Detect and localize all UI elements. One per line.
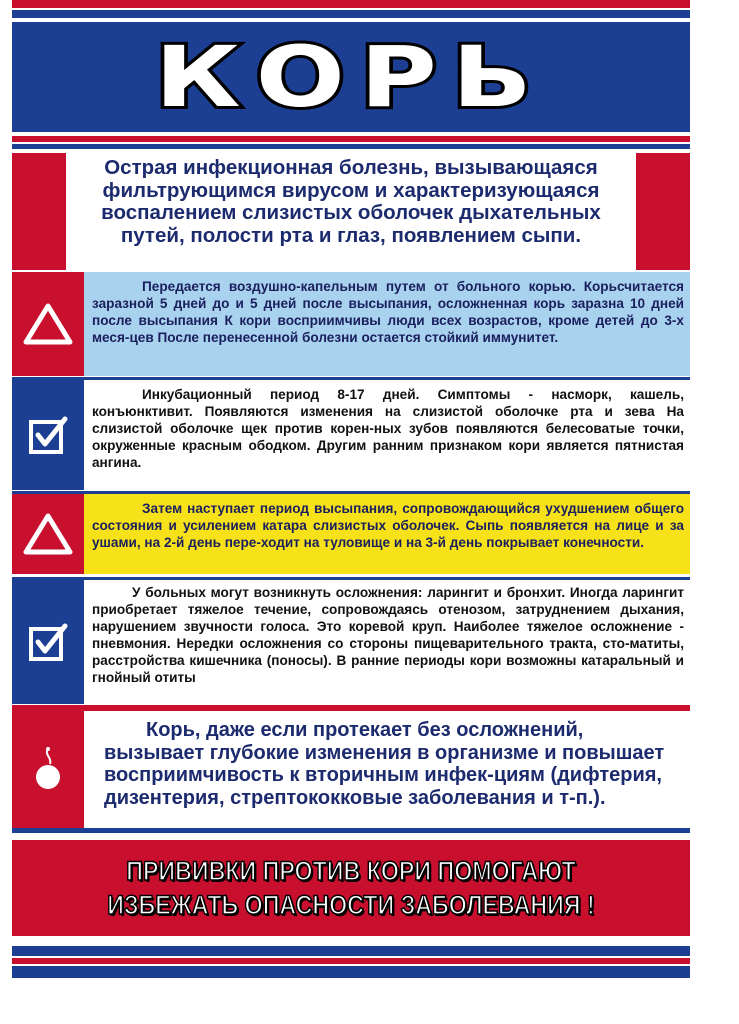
section-text: Инкубационный период 8-17 дней. Симптомы - насморк, кашель, конъюнктивит. Появляются изменения на слизистой оболочке рта и зева На слизистой оболочке щек против корен-ных зубов появляются белесоватые точки, окруженные красным ободком. Другим ранним признаком кори является пятнистая ангина.: [92, 387, 684, 470]
top-stripe-blue: [12, 10, 690, 18]
section-text: Затем наступает период высыпания, сопровождающийся ухудшением общего состояния и усилением катара слизистых оболочек. Сыпь появляется на лице и за ушами, на 2-й день пере-ходит на туловище и на 3-й день покрывает конечности.: [92, 501, 684, 550]
intro-text: Острая инфекционная болезнь, вызывающаяся фильтрующимся вирусом и характеризующаяся воспалением слизистых оболочек дыхательных путей, полости рта и глаз, появлением сыпи.: [101, 156, 601, 247]
section-text: Передается воздушно-капельным путем от больного корью. Корьсчитается заразной 5 дней до и 5 дней после высыпания, осложненная корь заразна 10 дней после высыпания К кори восприимчивы люди всех возрастов, кроме детей до 3-х меся-цев После перенесенной болезни остается стойкий иммунитет.: [92, 279, 684, 345]
section-icon-col: [12, 494, 84, 574]
warning-triangle-icon: [22, 302, 74, 346]
page-title: КОРЬ: [154, 28, 548, 126]
bottom-stripe-blue-2: [12, 966, 690, 978]
bottom-stripe-red: [12, 958, 690, 964]
bomb-icon: [26, 745, 70, 795]
header-stripe-blue: [12, 144, 690, 149]
bottom-stripe-blue: [12, 946, 690, 956]
section-text: У больных могут возникнуть осложнения: ларингит и бронхит. Иногда ларингит приобретает тяжелое течение, сопровождаясь отенозом, затруднением дыхания, нарушением звучности голоса. Это коревой круп. Наиболее тяжелое осложнение - пневмония. Нередки осложнения со стороны пищеварительного тракта, сто-матиты, расстройства кишечника (поносы). В ранние периоды кори возможны катаральный и гнойный отиты: [92, 585, 684, 685]
warning-triangle-icon: [22, 512, 74, 556]
section-rash: [12, 494, 690, 574]
prevention-line-1: ПРИВИВКИ ПРОТИВ КОРИ ПОМОГАЮТ: [126, 856, 576, 886]
prevention-line-2: ИЗБЕЖАТЬ ОПАСНОСТИ ЗАБОЛЕВАНИЯ !: [107, 890, 595, 920]
section-icon-col: [12, 380, 84, 490]
section-icon-col: [12, 711, 84, 829]
prevention-banner: [12, 840, 690, 936]
header-banner: [12, 22, 690, 132]
top-stripe-red: [12, 0, 690, 8]
section-symptoms: [12, 380, 690, 490]
section-icon-col: [12, 580, 84, 704]
intro-panel: [12, 153, 690, 270]
checkbox-icon: [26, 620, 70, 664]
prevention-text: [59, 854, 642, 922]
intro-side-left: [12, 153, 66, 270]
section-complications: [12, 580, 690, 704]
intro-side-right: [636, 153, 690, 270]
divider-blue: [12, 828, 690, 833]
section-icon-col: [12, 272, 84, 376]
checkbox-icon: [26, 413, 70, 457]
section-consequences: [12, 711, 690, 829]
header-stripe-red: [12, 136, 690, 142]
section-text: Корь, даже если протекает без осложнений, вызывает глубокие изменения в организме и повышает восприимчивость к вторичным инфек-циям (дифтерия, дизентерия, стрептококковые заболевания и т-п.).: [104, 719, 665, 809]
section-transmission: [12, 272, 690, 376]
